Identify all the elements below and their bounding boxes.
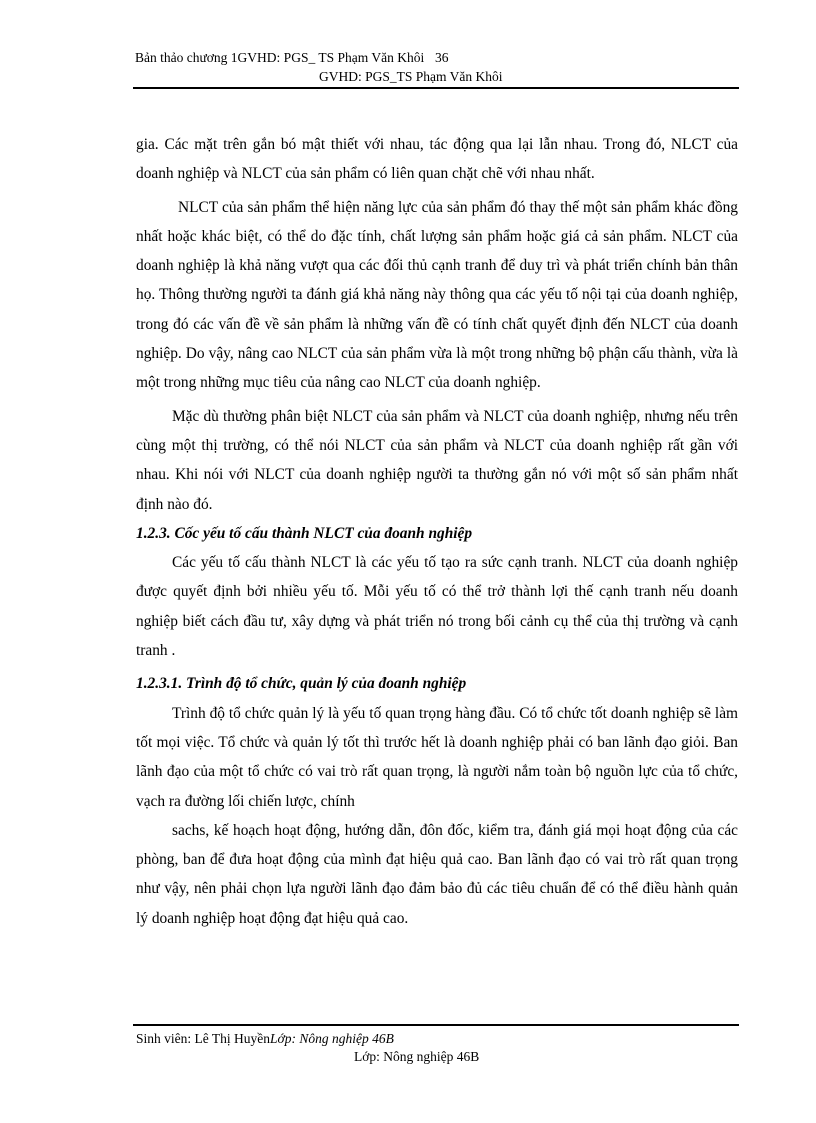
paragraph-1: gia. Các mặt trên gắn bó mật thiết với nhau, tác động qua lại lẫn nhau. Trong đó, NLCT của doanh nghiệp và NLCT của sản phẩm có liên quan chặt chẽ với nhau nhất. [136, 136, 738, 183]
page-footer-line2: Lớp: Nông nghiệp 46B [354, 1049, 480, 1064]
paragraph-2: NLCT của sản phẩm thể hiện năng lực của sản phẩm đó thay thế một sản phẩm khác đồng nhất hoặc khác biệt, có thể do đặc tính, chất lượng sản phẩm hoặc giá cả sản phẩm. NLCT của doanh nghiệp là khả năng vượt qua các đối thủ cạnh tranh để duy trì và phát triển chính bản thân họ. Thông thường người ta đánh giá khả năng này thông qua các yếu tố nội tại của doanh nghiệp, trong đó các vấn đề về sản phẩm là những vấn đề có tính chất quyết định đến NLCT của doanh nghiệp. Do vậy, nâng cao NLCT của sản phẩm vừa là một trong những bộ phận cấu thành, vừa là một trong những mục tiêu của nâng cao NLCT của doanh nghiệp. [136, 198, 738, 392]
footer-rule [133, 1024, 739, 1026]
section-heading-1-2-3-1: 1.2.3.1. Trình độ tổ chức, quản lý của đoanh nghiệp [136, 675, 467, 693]
page-header-line2: GVHD: PGS_TS Phạm Văn Khôi [319, 69, 503, 84]
footer-student: Sinh viên: Lê Thị Huyền [136, 1031, 270, 1046]
page-number: 36 [435, 50, 449, 65]
paragraph-3: Mặc dù thường phân biệt NLCT của sản phẩm và NLCT của doanh nghiệp, nhưng nếu trên cùng một thị trường, có thể nói NLCT của sản phẩm và NLCT của doanh nghiệp rất gần với nhau. Khi nói với NLCT của doanh nghiệp người ta thường gắn nó với một số sản phẩm nhất định nào đó. [136, 407, 738, 513]
page-body [136, 130, 738, 933]
header-rule [133, 87, 739, 89]
page-footer-line1 [136, 1031, 394, 1047]
page-header-line1 [135, 50, 449, 66]
footer-class: Lớp: Nông nghiệp 46B [270, 1031, 394, 1046]
header-text: Bản thảo chương 1GVHD: PGS_ TS Phạm Văn Khôi [135, 50, 425, 65]
section-heading-1-2-3: 1.2.3. Cốc yếu tố cấu thành NLCT của đoanh nghiệp [136, 524, 473, 542]
paragraph-4: Các yếu tố cấu thành NLCT là các yếu tố tạo ra sức cạnh tranh. NLCT của doanh nghiệp được quyết định bởi nhiều yếu tố. Mỗi yếu tố có thể trở thành lợi thế cạnh tranh nếu doanh nghiệp biết cách đầu tư, xây dựng và phát triển nó trong bối cảnh cụ thể của thị trường và cạnh tranh . [136, 554, 738, 660]
paragraph-5: Trình độ tổ chức quản lý là yếu tố quan trọng hàng đầu. Có tổ chức tốt doanh nghiệp sẽ làm tốt mọi việc. Tổ chức và quản lý tốt thì trước hết là doanh nghiệp phải có ban lãnh đạo giỏi. Ban lãnh đạo của một tổ chức có vai trò rất quan trọng, là người nắm toàn bộ nguồn lực của tổ chức, vạch ra đường lối chiến lược, chính [136, 704, 738, 810]
paragraph-6: sachs, kế hoạch hoạt động, hướng dẫn, đôn đốc, kiểm tra, đánh giá mọi hoạt động của các phòng, ban để đưa hoạt động của mình đạt hiệu quả cao. Ban lãnh đạo có vai trò rất quan trọng như vậy, nên phải chọn lựa người lãnh đạo đảm bảo đủ các tiêu chuẩn để có thể điều hành quản lý doanh nghiệp hoạt động đạt hiệu quả cao. [136, 821, 738, 927]
